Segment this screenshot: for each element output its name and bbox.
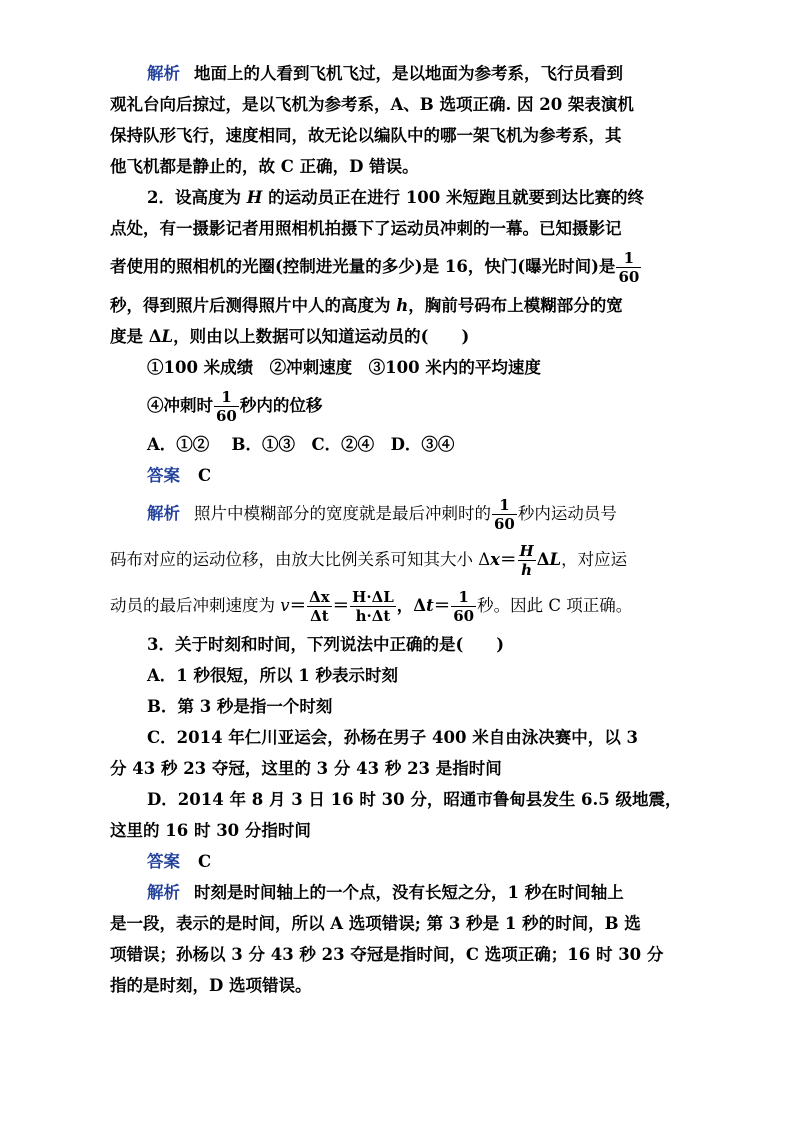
answer-label: 答案	[147, 466, 180, 485]
document-page	[110, 58, 684, 1001]
analysis3-line4: 指的是时刻，D 选项错误。	[110, 976, 312, 995]
q3-answer: 答案 C	[147, 852, 212, 871]
analysis3-line2: 是一段，表示的是时间，所以 A 选项错误; 第 3 秒是 1 秒的时间，B 选	[110, 914, 641, 933]
analysis2-line3: 动员的最后冲刺速度为 v＝ $\frac{\Delta x}{\Delta t}$ ＝ $\frac{H\cdot\Delta L}{h\cdot\Delta t}$ ，Δt＝ $\frac{1}{60}$ 秒。因此 C 项正确。	[110, 588, 633, 625]
analysis3-line1: 解析 时刻是时间轴上的一个点，没有长短之分，1 秒在时间轴上	[147, 883, 624, 902]
q2-choices: A．①② B．①③ C．②④ D．③④	[147, 435, 455, 454]
fraction-HdL-hdt: $\frac{H\cdot\Delta L}{h\cdot\Delta t}$	[352, 588, 394, 625]
answer-label: 答案	[147, 852, 180, 871]
q3-option-a: A．1 秒很短，所以 1 秒表示时刻	[147, 666, 398, 685]
analysis-label: 解析	[147, 504, 180, 523]
analysis1-line3: 保持队形飞行，速度相同，故无论以编队中的哪一架飞机为参考系，其	[110, 126, 622, 145]
analysis1-line1: 解析 地面上的人看到飞机飞过，是以地面为参考系，飞行员看到	[147, 64, 623, 83]
q2-line4: 秒，得到照片后测得照片中人的高度为 h，胸前号码布上模糊部分的宽	[110, 296, 623, 315]
analysis1-line4: 他飞机都是静止的，故 C 正确，D 错误。	[110, 157, 419, 176]
analysis2-line2: 码布对应的运动位移，由放大比例关系可知其大小 Δx＝ $\frac{H}{h}$ ΔL，对应运	[110, 542, 628, 579]
q2-line3: 者使用的照相机的光圈(控制进光量的多少)是 16，快门(曝光时间)是 $\frac{1}{60}$	[110, 249, 640, 286]
q3-option-c-line1: C．2014 年仁川亚运会，孙杨在男子 400 米自由泳决赛中，以 3	[147, 728, 638, 747]
fraction-1-60: $\frac{1}{60}$	[618, 249, 640, 286]
q2-answer: 答案 C	[147, 466, 212, 485]
q2-line5: 度是 ΔL，则由以上数据可以知道运动员的( )	[110, 327, 470, 346]
fraction-1-60: $\frac{1}{60}$	[216, 388, 237, 425]
q3-option-d-line1: D．2014 年 8 月 3 日 16 时 30 分，昭通市鲁甸县发生 6.5 级地震，	[147, 790, 682, 809]
q3-stem: 3．关于时刻和时间，下列说法中正确的是( )	[147, 635, 505, 654]
fraction-dx-dt: $\frac{\Delta x}{\Delta t}$	[309, 588, 330, 625]
q3-option-b: B．第 3 秒是指一个时刻	[147, 697, 333, 716]
fraction-H-h: $\frac{H}{h}$	[519, 542, 534, 579]
fraction-1-60: $\frac{1}{60}$	[453, 588, 475, 625]
analysis-label: 解析	[147, 883, 180, 902]
q2-line2: 点处，有一摄影记者用照相机拍摄下了运动员冲刺的一幕。已知摄影记	[110, 219, 622, 238]
analysis3-line3: 项错误；孙杨以 3 分 43 秒 23 夺冠是指时间，C 选项正确；16 时 30 分	[110, 945, 664, 964]
q2-line1: 2．设高度为 H 的运动员正在进行 100 米短跑且就要到达比赛的终	[147, 188, 645, 207]
analysis1-line2: 观礼台向后掠过，是以飞机为参考系，A、B 选项正确. 因 20 架表演机	[110, 95, 634, 114]
analysis-label: 解析	[147, 64, 180, 83]
q3-option-c-line2: 分 43 秒 23 夺冠，这里的 3 分 43 秒 23 是指时间	[110, 759, 502, 778]
analysis2-line1: 解析 照片中模糊部分的宽度就是最后冲刺时的 $\frac{1}{60}$ 秒内运动员号	[147, 496, 617, 533]
q3-option-d-line2: 这里的 16 时 30 分指时间	[110, 821, 311, 840]
q2-options-line1: ①100 米成绩 ②冲刺速度 ③100 米内的平均速度	[147, 358, 541, 377]
q2-options-line2: ④冲刺时 $\frac{1}{60}$ 秒内的位移	[147, 388, 323, 425]
fraction-1-60: $\frac{1}{60}$	[494, 496, 515, 533]
